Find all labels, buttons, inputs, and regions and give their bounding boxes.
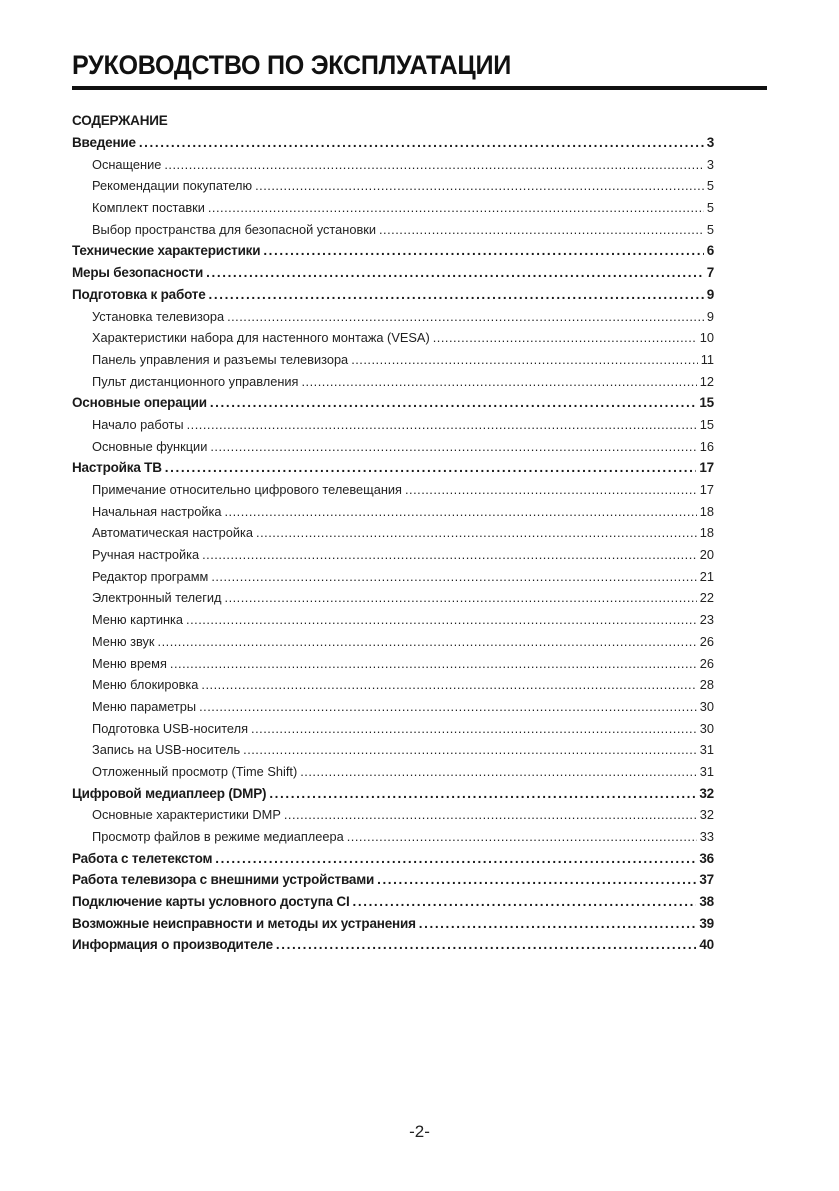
toc-dot-leader	[379, 219, 704, 241]
toc-entry-title: Меню блокировка	[92, 677, 199, 693]
toc-entry-title: Характеристики набора для настенного монтажа (VESA)	[92, 330, 430, 346]
toc-entry-title: Подключение карты условного доступа CI	[72, 894, 350, 910]
toc-entry-page: 31	[699, 763, 714, 779]
toc-entry-page: 5	[706, 178, 714, 194]
toc-dot-leader	[199, 696, 697, 718]
document-title: РУКОВОДСТВО ПО ЭКСПЛУАТАЦИИ	[72, 50, 511, 80]
toc-subsection	[72, 349, 714, 371]
toc-entry-page: 39	[699, 915, 714, 931]
toc-entry-page: 30	[699, 720, 714, 736]
toc-entry-title: Панель управления и разъемы телевизора	[92, 351, 349, 367]
toc-entry-page: 32	[699, 807, 714, 823]
toc-dot-leader	[139, 132, 704, 154]
toc-dot-leader	[164, 154, 704, 176]
toc-entry-page: 10	[699, 330, 714, 346]
toc-entry-title: Технические характеристики	[72, 243, 261, 259]
title-underline	[72, 86, 767, 90]
toc-entry-title: Запись на USB-носитель	[92, 742, 241, 758]
toc-entry-page: 17	[699, 482, 714, 497]
toc-section	[72, 262, 714, 284]
toc-dot-leader	[210, 392, 697, 414]
toc-entry-page: 18	[699, 525, 714, 541]
toc-subsection	[72, 761, 714, 783]
toc-subsection	[72, 436, 714, 458]
toc-dot-leader	[419, 913, 697, 935]
toc-dot-leader	[165, 457, 697, 479]
toc-entry-page: 3	[706, 156, 714, 172]
toc-dot-leader	[347, 826, 697, 848]
toc-subsection	[72, 674, 714, 696]
toc-dot-leader	[433, 327, 697, 349]
toc-dot-leader	[227, 306, 704, 328]
toc-subsection	[72, 327, 714, 349]
toc-entry-page: 38	[699, 894, 714, 910]
toc-entry-title: Меню картинка	[92, 612, 184, 628]
toc-dot-leader	[225, 501, 697, 523]
toc-entry-title: Цифровой медиаплеер (DMP)	[72, 785, 267, 801]
toc-entry-page: 23	[699, 612, 714, 628]
toc-entry-title: Настройка ТВ	[72, 460, 162, 476]
toc-entry-title: Основные функции	[92, 438, 208, 454]
toc-dot-leader	[351, 349, 698, 371]
toc-entry-title: Меню время	[92, 655, 167, 671]
toc-entry-page: 26	[699, 633, 714, 649]
toc-subsection	[72, 653, 714, 675]
toc-entry-title: Меню звук	[92, 633, 155, 649]
toc-dot-leader	[353, 891, 697, 913]
toc-dot-leader	[251, 718, 697, 740]
toc-entry-title: Редактор программ	[92, 568, 209, 584]
toc-entry-page: 12	[699, 373, 714, 389]
toc-entry-title: Автоматическая настройка	[92, 525, 254, 541]
toc-subsection	[72, 501, 714, 523]
toc-dot-leader	[211, 566, 696, 588]
toc-entry-page: 16	[699, 438, 714, 454]
toc-entry-page: 40	[699, 937, 714, 953]
toc-entry-page: 21	[699, 568, 714, 584]
toc-entry-page: 32	[699, 785, 714, 801]
toc-dot-leader	[405, 479, 697, 501]
toc-entry-title: Установка телевизора	[92, 308, 225, 324]
toc-entry-title: Комплект поставки	[92, 200, 205, 216]
toc-heading: СОДЕРЖАНИЕ	[72, 113, 168, 128]
toc-entry-page: 9	[706, 286, 714, 302]
toc-entry-page: 26	[699, 655, 714, 671]
toc-subsection	[72, 371, 714, 393]
toc-dot-leader	[209, 284, 704, 306]
toc-section	[72, 284, 714, 306]
toc-subsection	[72, 739, 714, 761]
toc-entry-page: 15	[699, 416, 714, 432]
toc-subsection	[72, 609, 714, 631]
toc-subsection	[72, 522, 714, 544]
toc-subsection	[72, 306, 714, 328]
toc-entry-page: 15	[699, 395, 714, 411]
toc-entry-title: Меню параметры	[92, 698, 197, 714]
toc-entry-title: Просмотр файлов в режиме медиаплеера	[92, 829, 344, 844]
toc-entry-title: Основные характеристики DMP	[92, 807, 281, 823]
toc-subsection	[72, 804, 714, 826]
toc-subsection	[72, 826, 714, 848]
toc-subsection	[72, 175, 714, 197]
toc-section	[72, 457, 714, 479]
toc-entry-title: Электронный телегид	[92, 590, 222, 606]
toc-dot-leader	[284, 804, 697, 826]
toc-section	[72, 913, 714, 935]
toc-dot-leader	[201, 674, 696, 696]
toc-entry-title: Подготовка USB-носителя	[92, 720, 249, 736]
toc-entry-page: 20	[699, 547, 714, 563]
toc-dot-leader	[187, 414, 697, 436]
toc-entry-page: 22	[699, 590, 714, 606]
toc-entry-page: 36	[699, 850, 714, 866]
toc-section	[72, 783, 714, 805]
toc-entry-title: Меры безопасности	[72, 265, 204, 281]
toc-dot-leader	[301, 371, 696, 393]
toc-dot-leader	[208, 197, 704, 219]
toc-entry-title: Основные операции	[72, 395, 207, 411]
toc-dot-leader	[255, 175, 704, 197]
toc-entry-title: Начало работы	[92, 416, 184, 432]
toc-entry-page: 9	[706, 308, 714, 324]
toc-entry-page: 18	[699, 503, 714, 519]
toc-entry-page: 5	[706, 200, 714, 216]
toc-entry-page: 31	[699, 742, 714, 758]
toc-entry-title: Пульт дистанционного управления	[92, 373, 299, 389]
toc-entry-title: Отложенный просмотр (Time Shift)	[92, 763, 298, 779]
toc-dot-leader	[210, 436, 696, 458]
table-of-contents	[72, 132, 714, 956]
toc-subsection	[72, 587, 714, 609]
toc-entry-title: Примечание относительно цифрового телевещания	[92, 482, 402, 497]
toc-entry-page: 3	[706, 135, 714, 150]
toc-entry-title: Введение	[72, 135, 136, 150]
toc-dot-leader	[263, 240, 703, 262]
toc-dot-leader	[206, 262, 704, 284]
toc-subsection	[72, 219, 714, 241]
toc-dot-leader	[377, 869, 696, 891]
toc-subsection	[72, 544, 714, 566]
toc-subsection	[72, 566, 714, 588]
toc-entry-title: Работа телевизора с внешними устройствами	[72, 872, 375, 888]
toc-entry-page: 17	[699, 460, 714, 476]
toc-dot-leader	[225, 587, 697, 609]
toc-entry-title: Работа с телетекстом	[72, 850, 213, 866]
toc-entry-title: Начальная настройка	[92, 503, 222, 519]
toc-section	[72, 869, 714, 891]
toc-entry-title: Оснащение	[92, 156, 162, 172]
toc-dot-leader	[158, 631, 697, 653]
toc-entry-page: 37	[699, 872, 714, 888]
toc-entry-page: 6	[706, 243, 714, 259]
toc-entry-page: 30	[699, 698, 714, 714]
toc-section	[72, 848, 714, 870]
toc-section	[72, 891, 714, 913]
toc-dot-leader	[276, 934, 696, 956]
toc-subsection	[72, 414, 714, 436]
toc-entry-page: 5	[706, 221, 714, 237]
toc-section	[72, 392, 714, 414]
toc-section	[72, 132, 714, 154]
toc-section	[72, 934, 714, 956]
toc-subsection	[72, 197, 714, 219]
toc-subsection	[72, 479, 714, 501]
toc-entry-page: 28	[699, 677, 714, 693]
toc-entry-title: Информация о производителе	[72, 937, 273, 953]
toc-entry-title: Возможные неисправности и методы их устранения	[72, 915, 416, 931]
toc-dot-leader	[215, 848, 696, 870]
toc-entry-page: 11	[700, 351, 714, 367]
toc-subsection	[72, 154, 714, 176]
toc-entry-title: Подготовка к работе	[72, 286, 206, 302]
toc-dot-leader	[256, 522, 697, 544]
toc-dot-leader	[243, 739, 697, 761]
toc-entry-page: 33	[699, 829, 714, 844]
toc-dot-leader	[300, 761, 697, 783]
toc-dot-leader	[269, 783, 696, 805]
toc-dot-leader	[202, 544, 697, 566]
toc-entry-title: Рекомендации покупателю	[92, 178, 253, 194]
toc-entry-title: Ручная настройка	[92, 547, 200, 563]
toc-subsection	[72, 631, 714, 653]
page-number: -2-	[409, 1122, 430, 1141]
toc-subsection	[72, 718, 714, 740]
toc-entry-page: 7	[706, 265, 714, 281]
toc-section	[72, 240, 714, 262]
toc-subsection	[72, 696, 714, 718]
toc-dot-leader	[186, 609, 697, 631]
toc-dot-leader	[170, 653, 697, 675]
toc-entry-title: Выбор пространства для безопасной установки	[92, 221, 376, 237]
